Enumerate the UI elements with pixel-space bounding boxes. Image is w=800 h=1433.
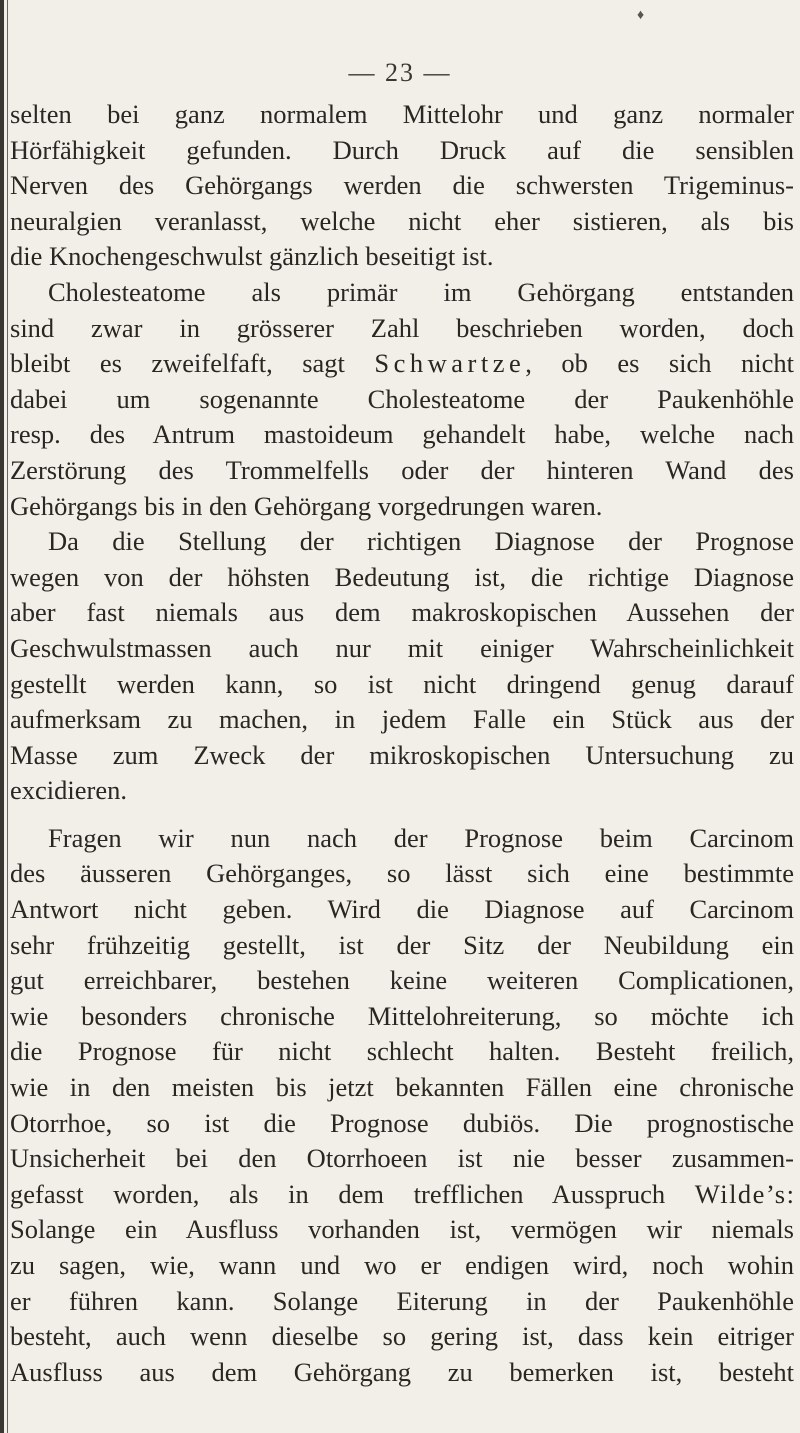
paragraph-2: [10, 275, 794, 524]
text-line: Ausfluss aus dem Gehörgang zu bemerken ist, besteht: [10, 1356, 794, 1387]
text-line: Masse zum Zweck der mikroskopischen Untersuchung zu: [10, 739, 794, 770]
text-line: neuralgien veranlasst, welche nicht eher sistieren, als bis: [10, 205, 794, 236]
text-line: wegen von der höhsten Bedeutung ist, die richtige Diagnose: [10, 561, 794, 592]
page-body: [10, 97, 794, 1390]
text-fragment: gefasst worden, als in dem trefflichen Ausspruch: [10, 1178, 695, 1209]
text-line: Hörfähigkeit gefunden. Durch Druck auf die sensiblen: [10, 134, 794, 165]
ink-mark: ♦: [637, 8, 645, 23]
page-binding-edge: [0, 0, 4, 1433]
text-line: gestellt werden kann, so ist nicht dringend genug darauf: [10, 668, 794, 699]
text-line: wie besonders chronische Mittelohreiterung, so möchte ich: [10, 1000, 794, 1031]
paragraph-1: [10, 97, 794, 275]
text-line: er führen kann. Solange Eiterung in der Paukenhöhle: [10, 1285, 794, 1316]
text-fragment: bleibt es zweifelfaft, sagt: [10, 348, 375, 379]
text-line: die Prognose für nicht schlecht halten. Besteht freilich,: [10, 1036, 794, 1067]
page-binding-shadow: [7, 0, 8, 1433]
text-line: Geschwulstmassen auch nur mit einiger Wahrscheinlichkeit: [10, 632, 794, 663]
text-line: Nerven des Gehörgangs werden die schwersten Trigeminus-: [10, 170, 794, 201]
page-number: — 23 —: [348, 58, 452, 87]
text-line: sehr frühzeitig gestellt, ist der Sitz der Neubildung ein: [10, 929, 794, 960]
text-line: gut erreichbarer, bestehen keine weiteren Complicationen,: [10, 965, 794, 996]
text-line: Solange ein Ausfluss vorhanden ist, vermögen wir niemals: [10, 1214, 794, 1245]
text-line: wie in den meisten bis jetzt bekannten Fällen eine chronische: [10, 1072, 794, 1103]
author-name: Schwartze: [374, 348, 526, 379]
text-line: [10, 346, 794, 382]
text-line: die Knochengeschwulst gänzlich beseitigt ist.: [10, 241, 494, 272]
text-fragment: , ob es sich nicht: [525, 348, 795, 379]
paragraph-3: [10, 524, 794, 809]
text-line: excidieren.: [10, 775, 127, 806]
text-line: Zerstörung des Trommelfells oder der hinteren Wand des: [10, 454, 794, 485]
text-line: [10, 1177, 794, 1213]
text-fragment: :: [786, 1178, 794, 1209]
paragraph-4: [10, 821, 794, 1391]
paragraph-gap: [10, 809, 794, 821]
text-line: Fragen wir nun nach der Prognose beim Carcinom: [48, 822, 794, 853]
text-line: des äusseren Gehörganges, so lässt sich eine bestimmte: [10, 858, 794, 889]
text-line: Unsicherheit bei den Otorrhoeen ist nie besser zusammen-: [10, 1143, 794, 1174]
text-line: Cholesteatome als primär im Gehörgang entstanden: [48, 276, 794, 307]
text-line: selten bei ganz normalem Mittelohr und ganz normaler: [10, 99, 794, 129]
text-line: dabei um sogenannte Cholesteatome der Paukenhöhle: [10, 383, 794, 414]
author-name: Wilde’s: [694, 1178, 787, 1209]
text-line: sind zwar in grösserer Zahl beschrieben worden, doch: [10, 312, 794, 343]
text-line: Antwort nicht geben. Wird die Diagnose auf Carcinom: [10, 894, 794, 925]
text-line: besteht, auch wenn dieselbe so gering ist, dass kein eitriger: [10, 1321, 794, 1352]
text-line: zu sagen, wie, wann und wo er endigen wird, noch wohin: [10, 1250, 794, 1280]
text-line: aber fast niemals aus dem makroskopischen Aussehen der: [10, 597, 794, 628]
text-line: Otorrhoe, so ist die Prognose dubiös. Die prognostische: [10, 1107, 794, 1138]
text-line: aufmerksam zu machen, in jedem Falle ein Stück aus der: [10, 704, 794, 735]
text-line: resp. des Antrum mastoideum gehandelt habe, welche nach: [10, 419, 794, 450]
text-line: Gehörgangs bis in den Gehörgang vorgedrungen waren.: [10, 490, 603, 521]
text-line: Da die Stellung der richtigen Diagnose der Prognose: [48, 526, 794, 557]
